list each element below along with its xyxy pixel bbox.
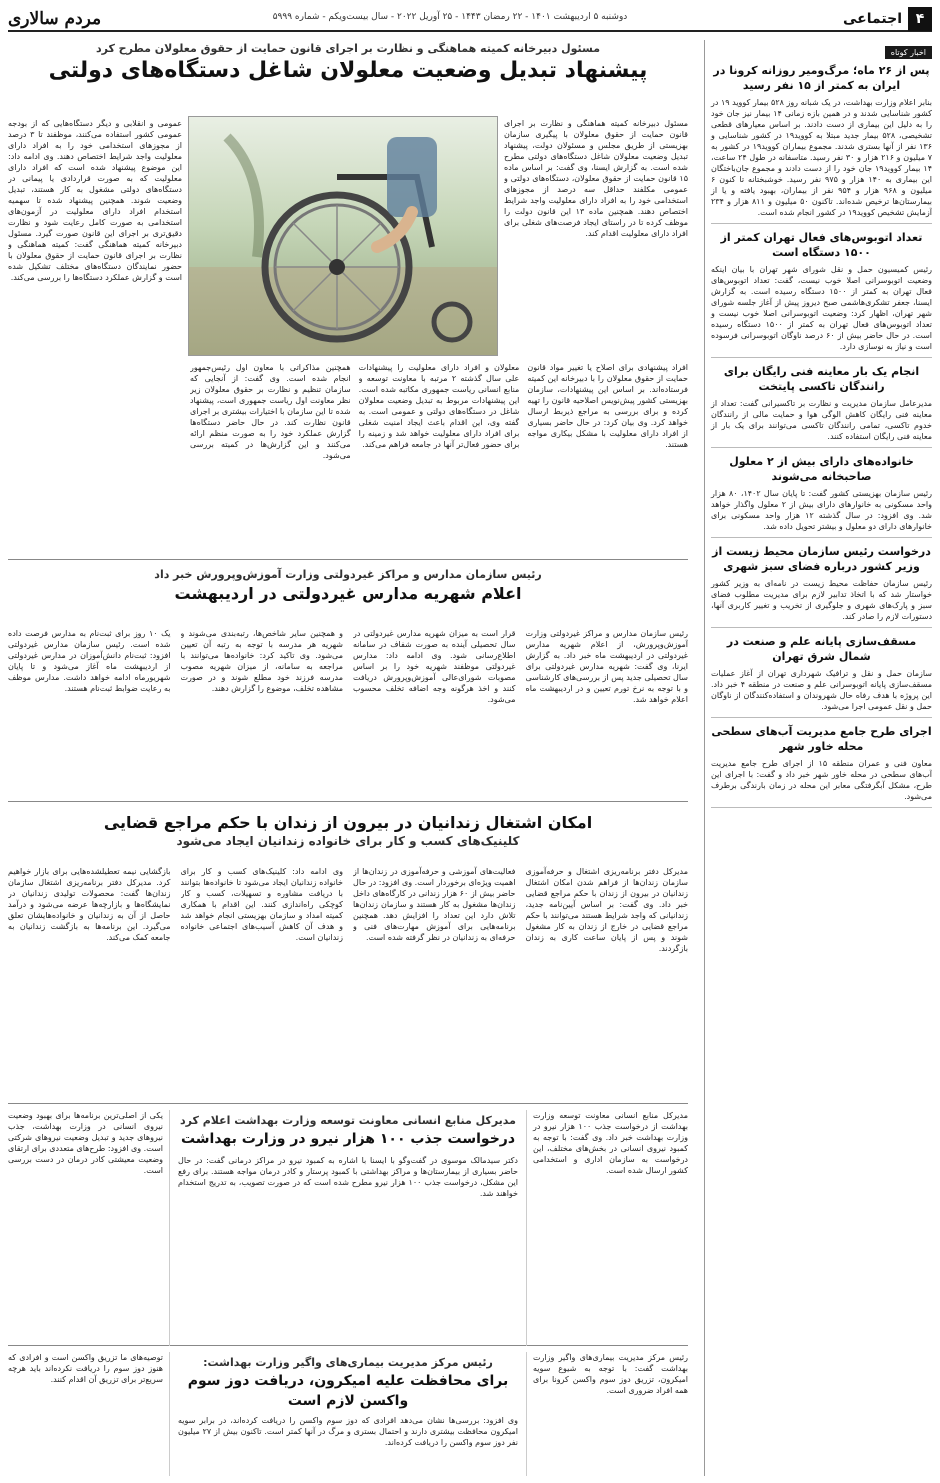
brief-title: مسقف‌سازی پایانه علم و صنعت در شمال شرق تهران (726, 635, 917, 663)
brief-story (711, 724, 932, 808)
brief-story (711, 634, 932, 718)
story-column: فعالیت‌های آموزشی و حرفه‌آموزی در زندان‌ها از اهمیت ویژه‌ای برخوردار است. وی افزود: در حال حاضر بیش از ۶۰ هزار زندانی در کارگاه‌های داخل زندان‌ها مشغول به کار هستند و سازمان زندان‌ها تلاش دارد این تعداد را افزایش دهد. همچنین برنامه‌هایی برای آموزش مهارت‌های فنی و حرفه‌ای به زندانیان در نظر گرفته شده است. (353, 867, 516, 942)
health-ministry-story (8, 1110, 688, 1346)
lead-column: مسئول دبیرخانه کمیته هماهنگی و نظارت بر اجرای قانون حمایت از حقوق معلولان با پیگیری سازمان بهزیستی از طریق مجلس و مسئولان دولت، پیشنهاد تبدیل وضعیت معلولان شاغل دستگاه‌های دولتی مطرح شده است. به گزارش ایسنا، وی گفت: بر اساس ماده ۱۵ قانون حمایت از حقوق معلولان، دستگاه‌های دولتی و عمومی مکلفند حداقل سه درصد از مجوزهای استخدامی خود را به افراد دارای معلولیت واجد شرایط اختصاص دهند. همچنین ماده ۱۳ این قانون دولت را موظف کرده تا در راستای ایجاد فرصت‌های شغلی برای افراد دارای معلولیت اقدام کند. (504, 119, 688, 238)
brief-body: بنابر اعلام وزارت بهداشت، در یک شبانه روز ۵۲۸ بیمار کووید ۱۹ در کشور شناسایی شدند و در همین بازه زمانی ۱۴ بیمار نیز جان خود را به دلیل این بیماری از دست دادند. بر اساس معیارهای قطعی تشخیصی، ۵۲۸ بیمار جدید مبتلا به کووید۱۹ در کشور شناسایی و ۱۳۶ نفر از آنها بستری شدند. مجموع بیماران کووید۱۹ در کشور به ۷ میلیون و ۲۱۶ هزار و ۳۰ نفر رسید. متاسفانه در طول ۲۴ ساعت، ۱۴ بیمار کووید۱۹ جان خود را از دست دادند و مجموع جان‌باختگان این بیماری به ۱۴۰ هزار و ۹۷۵ نفر رسید. خوشبختانه تا کنون ۶ میلیون و ۹۶۸ هزار و ۹۵۴ نفر از بیماران، بهبود یافته و یا از بیمارستان‌ها ترخیص شده‌اند. تاکنون ۵۰ میلیون و ۸۱۱ هزار و ۲۳۴ آزمایش تشخیص کووید۱۹ در کشور انجام شده است. (711, 98, 932, 217)
story-kicker: مدیرکل منابع انسانی معاونت توسعه وزارت بهداشت اعلام کرد (180, 1114, 516, 1127)
lead-columns (190, 362, 688, 558)
story-column: دکتر سیدمالک موسوی در گفت‌وگو با ایسنا با اشاره به کمبود نیرو در مراکز درمانی گفت: در حال حاضر بسیاری از بیمارستان‌ها و مراکز بهداشتی با کمبود پرستار و کادر درمان مواجه هستند. برای رفع این مشکل، درخواست جذب ۱۰۰ هزار نیرو مطرح شده است که در صورت تصویب، به تدریج استخدام خواهند شد. (178, 1156, 518, 1198)
lead-header (8, 42, 688, 112)
school-tuition-story (8, 566, 688, 802)
lead-headline: پیشنهاد تبدیل وضعیت معلولان شاغل دستگاه‌های دولتی (48, 58, 648, 83)
brief-title: پس از ۲۶ ماه؛ مرگ‌ومیر روزانه کرونا در ایران به کمتر از ۱۵ نفر رسید (713, 64, 930, 92)
sidebar-news-briefs (704, 40, 932, 1476)
brief-body: مدیرعامل سازمان مدیریت و نظارت بر تاکسیرانی گفت: تعداد از معاینه فنی رایگان کاهش الوگی هوا و حمایت مالی از رانندگان خدوم تاکسی، تمامی رانندگان تاکسی می‌توانند برای یک بار از معاینه فنی رایگان استفاده کنند. (711, 399, 932, 441)
story-kicker: رئیس سازمان مدارس و مراکز غیردولتی وزارت آموزش‌وپرورش خبر داد (154, 568, 542, 581)
story-center (178, 1110, 518, 1346)
story-column: و همچنین سایر شاخص‌ها، رتبه‌بندی می‌شوند و شهریه هر مدرسه با توجه به رتبه آن تعیین می‌شود. وی تاکید کرد: خانواده‌ها می‌توانند با مراجعه به سامانه، از میزان شهریه مصوب مدرسه فرزند خود مطلع شوند و در صورت مشاهده تخلف، موضوع را گزارش دهند. (180, 629, 343, 693)
story-column: مدیرکل دفتر برنامه‌ریزی اشتغال و حرفه‌آموزی سازمان زندان‌ها از فراهم شدن امکان اشتغال زندانیان در بیرون از زندان با حکم مراجع قضایی خبر داد. وی گفت: بر اساس آیین‌نامه جدید، زندانیانی که واجد شرایط هستند می‌توانند با حکم مراجع قضایی در خارج از زندان به کار مشغول شوند و پس از پایان ساعت کاری به زندان بازگردند. (525, 867, 688, 953)
story-column: مدیرکل منابع انسانی معاونت توسعه وزارت بهداشت از درخواست جذب ۱۰۰ هزار نیرو در وزارت بهداشت خبر داد. وی گفت: با توجه به کمبود نیروی انسانی در بخش‌های مختلف، این درخواست به سازمان اداری و استخدامی کشور ارسال شده است. (526, 1110, 688, 1346)
story-header (8, 808, 688, 860)
brief-story (711, 230, 932, 358)
brief-story (711, 544, 932, 628)
story-column: وی ادامه داد: کلینیک‌های کسب و کار برای خانواده زندانیان ایجاد می‌شود تا خانواده‌ها بتوانند با دریافت مشاوره و تسهیلات، کسب و کار کوچکی راه‌اندازی کنند. این اقدام با همکاری کمیته امداد و سازمان بهزیستی انجام خواهد شد و هدف آن کاهش آسیب‌های اجتماعی خانواده زندانیان است. (180, 867, 343, 942)
story-headline: درخواست جذب ۱۰۰ هزار نیرو در وزارت بهداشت (180, 1131, 516, 1147)
story-subhead: کلینیک‌های کسب و کار برای خانواده زندانیان ایجاد می‌شود (176, 834, 520, 848)
story-columns (8, 866, 688, 1098)
brief-story (711, 454, 932, 538)
story-column: وی افزود: بررسی‌ها نشان می‌دهد افرادی که دوز سوم واکسن را دریافت کرده‌اند، در برابر سویه امیکرون محافظت بیشتری دارند و احتمال بستری و مرگ در آنها کمتر است. تاکنون بیش از ۲۷ میلیون نفر دوز سوم واکسن را دریافت کرده‌اند. (178, 1416, 519, 1447)
story-column: یک ۱۰ روز برای ثبت‌نام به مدارس فرصت داده شده است. رئیس سازمان مدارس غیردولتی افزود: ثبت‌نام دانش‌آموزان در مدارس غیردولتی از اردیبهشت ماه آغاز می‌شود و تا پایان شهریورماه ادامه خواهد داشت. مدارس موظف به رعایت ضوابط ثبت‌نام هستند. (8, 629, 171, 693)
story-kicker: رئیس مرکز مدیریت بیماری‌های واگیر وزارت بهداشت: (203, 1356, 493, 1369)
lead-column: همچنین مذاکراتی با معاون اول رئیس‌جمهور انجام شده است. وی گفت: از آنجایی که سازمان تنظیم و نظارت بر حقوق معلولان زیر نظر معاونت اول ریاست جمهوری است، پیشنهاد شده تا این سازمان با اختیارات بیشتری بر اجرای قانون نظارت کند. در حال حاضر دستگاه‌ها گزارش عملکرد خود را به صورت منظم ارائه می‌کنند و این گزارش‌ها در کمیته بررسی می‌شود. (189, 363, 351, 460)
lead-column: معلولان و افراد دارای معلولیت را پیشنهادات علی سال گذشته ۲ مرتبه با معاونت توسعه و منابع انسانی ریاست جمهوری مکاتبه شده است. این پیشنهادات مربوط به تبدیل وضعیت معلولان شاغل در دستگاه‌های دولتی و عمومی است. به گفته وی، این اقدام باعث ایجاد امنیت شغلی برای افراد دارای معلولیت خواهد شد و زمینه را برای حضور فعال‌تر آنها در جامعه فراهم می‌کند. (358, 363, 520, 449)
brief-body: رئیس سازمان بهزیستی کشور گفت: تا پایان سال ۱۴۰۲، ۸۰ هزار واحد مسکونی به خانوارهای دارای بیش از ۲ معلول واگذار خواهد شد. وی افزود: در سال گذشته ۱۲ هزار واحد مسکونی برای خانوارهای دارای دو معلول و بیشتر تحویل داده شد. (711, 489, 932, 531)
brief-story (711, 364, 932, 448)
section-header (843, 6, 932, 32)
story-column: یکی از اصلی‌ترین برنامه‌ها برای بهبود وضعیت نیروی انسانی در وزارت بهداشت، جذب نیروهای جدید و تبدیل وضعیت نیروهای شرکتی است. وی افزود: طرح‌های متعددی برای ارتقای وضعیت معیشتی کادر درمان در دست بررسی است. (8, 1110, 170, 1346)
lead-story (8, 40, 688, 560)
brief-body: معاون فنی و عمران منطقه ۱۵ از اجرای طرح جامع مدیریت آب‌های سطحی در محله خاور شهر خبر داد و گفت: با اجرای این طرح، مشکل آبگرفتگی معابر این محله در زمان بارندگی برطرف می‌شود. (711, 759, 932, 801)
brief-title: اجرای طرح جامع مدیریت آب‌های سطحی محله خاور شهر (711, 725, 932, 753)
brief-title: خانواده‌های دارای بیش از ۲ معلول صاحبخانه می‌شوند (729, 455, 914, 483)
story-columns (8, 628, 688, 800)
brief-story (711, 63, 932, 224)
brief-title: انجام یک بار معاینه فنی رایگان برای رانندگان تاکسی پایتخت (723, 365, 920, 393)
wheelchair-illustration (188, 117, 497, 356)
brief-body: رئیس کمیسیون حمل و نقل شورای شهر تهران با بیان اینکه وضعیت اتوبوسرانی اصلا خوب نیست، گفت: تعداد اتوبوس‌های فعال تهران به کمتر از ۱۵۰۰ دستگاه رسیده است. به گزارش ایسنا، جعفر تشکری‌هاشمی صبح دیروز پیش از آغاز جلسه شورای شهر تهران، اظهار کرد: وضعیت اتوبوسرانی اصلا خوب نیست و تعداد اتوبوس‌های فعال تهران به کمتر از ۱۵۰۰ دستگاه رسیده است. در حال حاضر بیش از ۶۰ درصد ناوگان اتوبوسرانی فرسوده است و نیاز به نوسازی دارد. (711, 265, 932, 351)
story-headline: اعلام شهریه مدارس غیردولتی در اردیبهشت (174, 584, 522, 603)
story-column: رئیس مرکز مدیریت بیماری‌های واگیر وزارت بهداشت گفت: با توجه به شیوع سویه امیکرون، تزریق دوز سوم واکسن کرونا برای همه افراد ضروری است. (526, 1352, 688, 1476)
newspaper-logo: مردم سالاری (8, 9, 102, 29)
brief-body: سازمان حمل و نقل و ترافیک شهرداری تهران از آغاز عملیات مسقف‌سازی پایانه اتوبوسرانی علم و صنعت در منطقه ۴ خبر داد. این پروژه با هدف رفاه حال شهروندان و استفاده‌کنندگان از ناوگان حمل و نقل عمومی اجرا می‌شود. (711, 669, 932, 711)
main-content (8, 40, 688, 1476)
briefs-tag: اخبار کوتاه (885, 46, 932, 59)
dateline: دوشنبه ۵ اردیبهشت ۱۴۰۱ - ۲۲ رمضان ۱۴۴۳ - ۲۵ آوریل ۲۰۲۲ - سال بیست‌ویکم - شماره ۵۹۹۹ (272, 12, 628, 22)
brief-title: تعداد اتوبوس‌های فعال تهران کمتر از ۱۵۰۰ دستگاه است (720, 231, 923, 259)
wheelchair-photo (188, 116, 498, 356)
brief-title: درخواست رئیس سازمان محیط زیست از وزیر کشور درباره فضای سبز شهری (712, 545, 931, 573)
page-number: ۴ (908, 7, 932, 31)
brief-body: رئیس سازمان حفاظت محیط زیست در نامه‌ای به وزیر کشور خواستار شد که با اتخاذ تدابیر لازم برای مدیریت مطلوب فضای سبز و پارک‌های شهری و جلوگیری از تخریب و تغییر کاربری آنها، دستورات لازم را صادر کند. (711, 579, 932, 621)
story-center (178, 1352, 518, 1476)
section-name: اجتماعی (843, 11, 902, 27)
prisoners-employment-story (8, 808, 688, 1104)
omicron-vaccine-story (8, 1352, 688, 1476)
masthead (8, 6, 932, 32)
story-headline: امکان اشتغال زندانیان در بیرون از زندان با حکم مراجع قضایی (103, 813, 593, 832)
lead-column: افراد پیشنهادی برای اصلاح یا تغییر مواد قانون حمایت از حقوق معلولان را با دبیرخانه این کمیته فرستاده‌اند. بر اساس این پیشنهادات، سازمان بهزیستی کشور پیش‌نویس اصلاحیه قانون را تهیه کرده و برای بررسی به مراجع ذیربط ارسال خواهد کرد. وی بیان کرد: در حال حاضر بسیاری از افراد دارای معلولیت با مشکل بیکاری مواجه هستند. (527, 363, 688, 449)
story-column: توصیه‌های ما تزریق واکسن است و افرادی که هنوز دوز سوم را دریافت نکرده‌اند باید هرچه سریع‌تر برای تزریق آن اقدام کنند. (8, 1352, 170, 1476)
story-headline: برای محافظت علیه امیکرون، دریافت دوز سوم واکسن لازم است (187, 1373, 509, 1409)
story-column: رئیس سازمان مدارس و مراکز غیردولتی وزارت آموزش‌وپرورش، از اعلام شهریه مدارس غیردولتی در اردیبهشت ماه خبر داد. به گزارش ایرنا، وی گفت: شهریه مدارس غیردولتی برای سال تحصیلی جدید پس از بررسی‌های کارشناسی و با توجه به نرخ تورم تعیین و در اردیبهشت ماه اعلام خواهد شد. (525, 629, 688, 704)
lead-column: عمومی و انقلابی و دیگر دستگاه‌هایی که از بودجه عمومی کشور استفاده می‌کنند، موظفند تا ۳ درصد از مجوزهای استخدامی خود را به افراد دارای معلولیت واجد شرایط اختصاص دهند. وی ادامه داد: این موضوع پیشنهاد شده است که افراد دارای معلولیت که به صورت قراردادی یا پیمانی در دستگاه‌های دولتی مشغول به کار هستند، تبدیل وضعیت شوند. همچنین پیشنهاد شده تا سهمیه استخدام افراد دارای معلولیت در آزمون‌های استخدامی به صورت کامل رعایت شود و نظارت دقیق‌تری بر اجرای این قانون صورت گیرد. مسئول دبیرخانه کمیته هماهنگی گفت: کمیته هماهنگی و نظارت بر اجرای قانون حمایت از حقوق معلولان با حضور نمایندگان دستگاه‌های مختلف تشکیل شده است و گزارش عملکرد دستگاه‌ها را بررسی می‌کند. (8, 119, 182, 282)
story-column: قرار است به میزان شهریه مدارس غیردولتی در سال تحصیلی آینده به صورت شفاف در سامانه اطلاع‌رسانی شود. وی ادامه داد: مدارس غیردولتی موظفند شهریه خود را بر اساس مصوبات شورای‌عالی آموزش‌وپرورش دریافت کنند و اخذ هرگونه وجه اضافه تخلف محسوب می‌شود. (353, 629, 516, 704)
lead-kicker: مسئول دبیرخانه کمیته هماهنگی و نظارت بر اجرای قانون حمایت از حقوق معلولان مطرح کرد (95, 42, 601, 55)
story-header (8, 566, 688, 622)
story-column: بازگشایی نیمه تعطیلشده‌هایی برای بازار خواهیم کرد. مدیرکل دفتر برنامه‌ریزی اشتغال سازمان زندان‌ها گفت: محصولات تولیدی زندانیان در نمایشگاه‌ها و بازارچه‌ها عرضه می‌شود و درآمد حاصل از آن به زندانیان و خانواده‌هایشان تعلق می‌گیرد. این برنامه‌ها به بازگشت زندانیان به جامعه کمک می‌کند. (8, 867, 171, 942)
